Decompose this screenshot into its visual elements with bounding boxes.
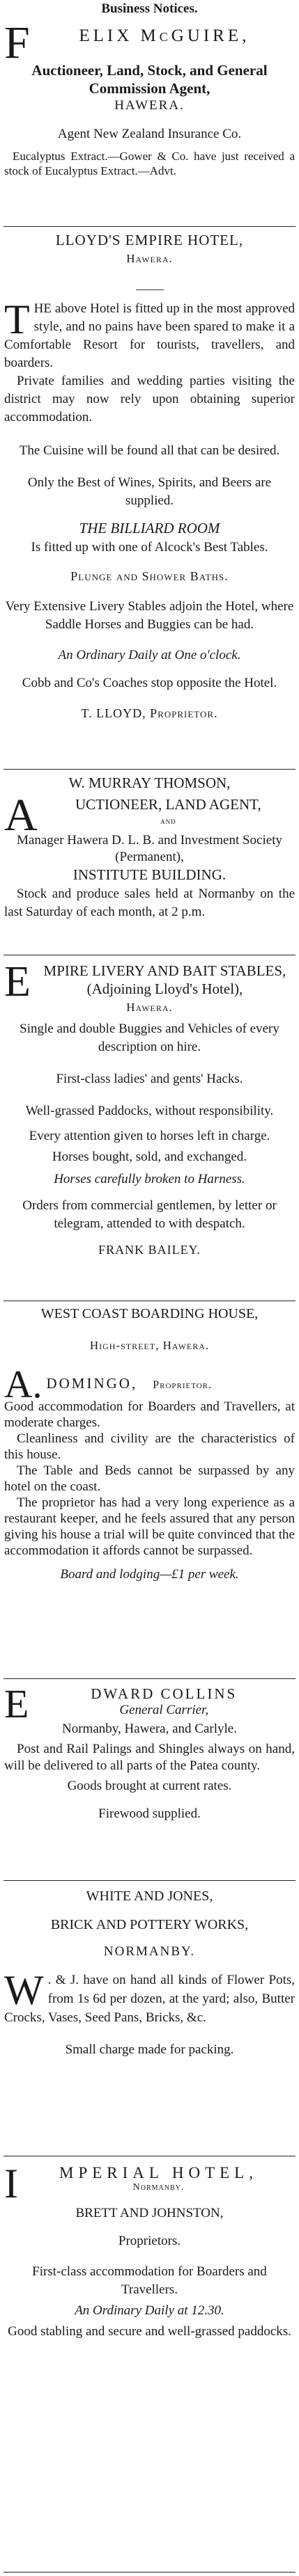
drop-cap: T — [4, 296, 30, 342]
ad-line: (Adjoining Lloyd's Hotel), — [86, 980, 243, 997]
ad-line: Hawera. — [126, 1001, 173, 1014]
ad-line: Proprietor. — [153, 1379, 213, 1391]
ad-paragraph: Cleanliness and civility are the characteristics of this house. — [4, 1431, 295, 1462]
ad-line: and — [160, 816, 176, 826]
short-rule — [136, 289, 164, 290]
ad-lloyds-hotel — [4, 232, 295, 721]
ad-paragraph — [4, 296, 295, 372]
ad-line: Horses carefully broken to Harness. — [54, 1172, 245, 1186]
ad-line: Manager Hawera D. L. B. and Investment Society (Permanent), — [17, 833, 282, 864]
ad-paragraph: The Table and Beds cannot be surpassed by any hotel on the coast. — [4, 1463, 295, 1494]
proprietor: T. LLOYD, Proprietor. — [81, 706, 218, 720]
ad-line: BRICK AND POTTERY WORKS, — [50, 1917, 249, 1932]
ad-title: WEST COAST BOARDING HOUSE, — [40, 1306, 259, 1321]
ad-paragraph: Well-grassed Paddocks, without responsibility. — [25, 1104, 274, 1118]
advertiser-name: DWARD COLLINS — [91, 1685, 238, 1702]
ad-paragraph — [4, 790, 295, 841]
ad-paragraph: Is fitted up with one of Alcock's Best Tables. — [31, 540, 268, 555]
divider — [3, 1880, 296, 1881]
ad-line: Board and lodging—£1 per week. — [60, 1567, 239, 1582]
ad-line: First-class ladies' and gents' Hacks. — [56, 1072, 243, 1086]
ad-paragraph: The Cuisine will be found all that can be desired. — [19, 443, 280, 458]
ad-line: INSTITUTE BUILDING. — [72, 866, 227, 883]
ad-line: Plunge and Shower Baths. — [70, 569, 229, 583]
ad-subtitle: THE BILLIARD ROOM — [79, 520, 220, 536]
ad-title: LLOYD'S EMPIRE HOTEL, — [55, 232, 244, 248]
ad-heading — [4, 1363, 295, 1406]
ad-collins — [4, 1681, 295, 1822]
ad-line: An Ordinary Daily at One o'clock. — [58, 648, 241, 662]
ad-paragraph: Good accommodation for Boarders and Travellers, at moderate charges. — [4, 1399, 295, 1430]
divider — [3, 769, 296, 770]
ad-line: Auctioneer, Land, Stock, and General — [31, 62, 268, 79]
ad-imperial-hotel — [4, 2163, 295, 2341]
divider — [3, 2572, 296, 2573]
notice-eucalyptus: Eucalyptus Extract.—Gower & Co. have just received a stock of Eucalyptus Extract.—Advt. — [4, 150, 295, 177]
drop-cap: A — [4, 790, 38, 841]
ad-heading — [4, 958, 295, 1005]
ad-paragraph: Stock and produce sales held at Normanby on the last Saturday of each month, at 2 p.m. — [4, 887, 295, 919]
ad-line: Firewood supplied. — [98, 1806, 201, 1821]
ad-paragraph: Single and double Buggies and Vehicles of every description on hire. — [20, 1021, 279, 1054]
ad-paragraph — [4, 1967, 295, 2027]
ad-paragraph: Every attention given to horses left in charge. — [29, 1129, 270, 1143]
proprietor: FRANK BAILEY. — [98, 1243, 201, 1257]
ad-line: MPIRE LIVERY AND BAIT STABLES, — [43, 962, 286, 979]
ad-line: Normanby. — [132, 2182, 185, 2193]
ad-line: Proprietors. — [118, 2234, 181, 2248]
drop-cap: F — [4, 17, 30, 68]
ad-text: HE above Hotel is fitted up in the most approved style, and no pains have been spared to make it a Comfortable Resort for tourists, travellers, and boarders. — [4, 301, 295, 370]
ad-paragraph: Private families and wedding parties visiting the district may now rely upon obtaining superior accommodation. — [4, 374, 295, 424]
ad-paragraph: Good stabling and secure and well-grassed paddocks. — [8, 2324, 291, 2339]
drop-cap: E — [4, 958, 31, 1005]
ad-line: Normanby, Hawera, and Carlyle. — [62, 1722, 237, 1736]
ad-mcguire — [4, 17, 295, 178]
ad-line: HAWERA. — [114, 98, 185, 113]
ad-line: UCTIONEER, LAND AGENT, — [75, 796, 261, 813]
ad-line: Hawera. — [126, 252, 173, 265]
ad-domingo — [4, 1306, 295, 1582]
ad-line: BRETT AND JOHNSTON, — [75, 2206, 224, 2220]
ad-line: Agent New Zealand Insurance Co. — [57, 127, 242, 141]
ad-paragraph: Orders from commercial gentlemen, by letter or telegram, attended to with despatch. — [22, 1198, 277, 1231]
ad-paragraph: Cobb and Co's Coaches stop opposite the Hotel. — [22, 676, 277, 690]
drop-cap: I — [4, 2161, 18, 2207]
ad-line: Horses bought, sold, and exchanged. — [52, 1150, 247, 1164]
divider — [3, 1678, 296, 1679]
ad-paragraph: Post and Rail Palings and Shingles always on hand, will be delivered to all parts of the Patea county. — [4, 1742, 295, 1773]
advertiser-name: DOMINGO, — [46, 1375, 138, 1392]
ad-text: . & J. have on hand all kinds of Flower Pots, from 1s 6d per dozen, at the yard; also, Butter Crocks, Vases, Seed Pans, Bricks, &c. — [4, 1973, 295, 2025]
ad-paragraph: The proprietor has had a very long experience as a restaurant keeper, and he feels assured that any person giving his house a trial will be quite convinced that the accommodation it affords cannot be surpassed. — [4, 1495, 295, 1558]
ad-bailey-stables — [4, 960, 295, 1257]
ad-title: WHITE AND JONES, — [86, 1889, 213, 1904]
ad-line: An Ordinary Daily at 12.30. — [75, 2303, 224, 2318]
drop-cap: A. — [4, 1363, 43, 1406]
drop-cap: E — [4, 1681, 29, 1726]
ad-line: High-street, Hawera. — [89, 1339, 210, 1352]
section-header: Business Notices. — [101, 1, 198, 16]
advertiser-name: MPERIAL HOTEL, — [59, 2164, 258, 2181]
ad-line: Small charge made for packing. — [65, 2042, 234, 2057]
ad-paragraph: Only the Best of Wines, Spirits, and Beers are supplied. — [27, 475, 272, 508]
ad-white-jones — [4, 1889, 295, 2058]
ad-heading — [4, 1681, 295, 1726]
ad-line: Commission Agent, — [89, 80, 210, 97]
ad-paragraph: Very Extensive Livery Stables adjoin the Hotel, where Saddle Horses and Buggies can be had. — [5, 599, 294, 632]
advertiser-name: ELIX McGUIRE, — [79, 26, 250, 45]
ad-line: NORMANBY. — [103, 1944, 196, 1959]
drop-cap: W — [4, 1967, 44, 2013]
ad-heading — [4, 2161, 295, 2207]
ad-thomson — [4, 774, 295, 921]
ad-paragraph: First-class accommodation for Boarders and Travellers. — [32, 2264, 267, 2297]
divider — [3, 226, 296, 227]
ad-line: Goods brought at current rates. — [67, 1779, 232, 1793]
advertiser-name: W. MURRAY THOMSON, — [68, 774, 231, 791]
ad-line: General Carrier, — [119, 1703, 209, 1717]
